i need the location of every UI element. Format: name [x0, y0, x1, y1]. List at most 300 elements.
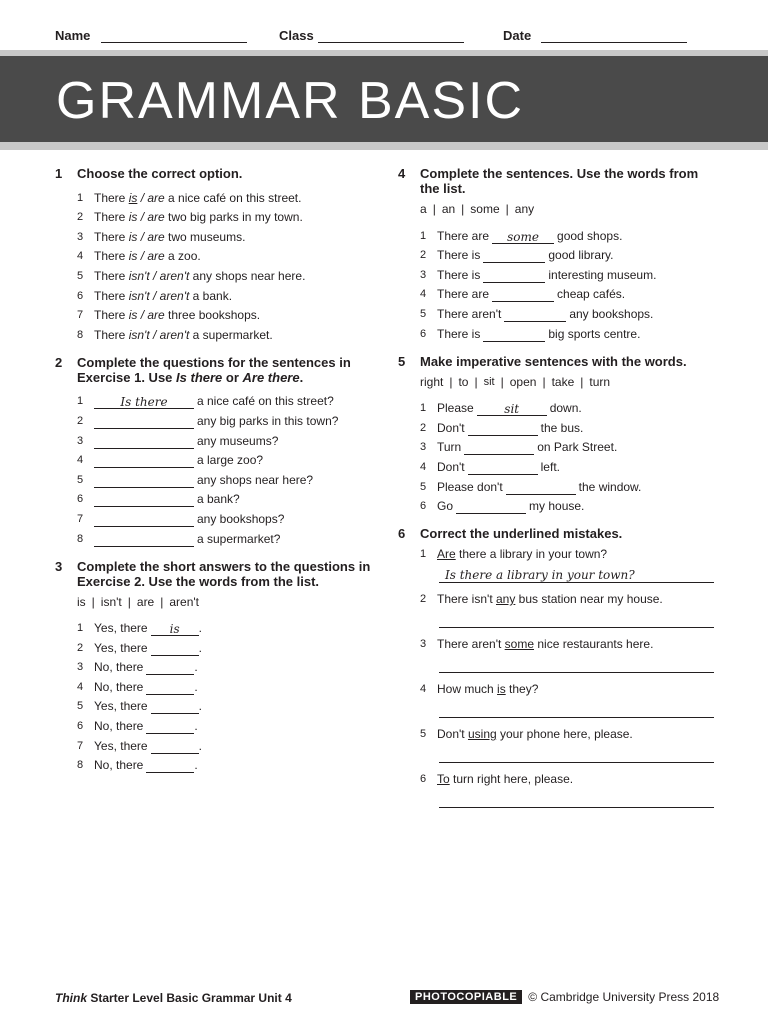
name-line[interactable]: [101, 42, 247, 43]
page-title: GRAMMAR BASIC: [56, 72, 525, 130]
word-list-item: aren't: [169, 594, 200, 609]
sentence-text: [437, 636, 653, 652]
exercise-number: 6: [398, 526, 406, 542]
exercise-instruction: [77, 355, 375, 385]
underlined-mistake: using: [467, 727, 497, 742]
item-number: 2: [420, 593, 427, 606]
sentence-part: There isn't: [437, 592, 496, 607]
item-number: 1: [420, 548, 427, 561]
list-item: [77, 527, 375, 547]
sentence-part: There is: [437, 248, 481, 263]
answer-blank[interactable]: [492, 287, 554, 302]
item-number: 8: [77, 532, 84, 545]
sentence-part: Go: [437, 499, 454, 514]
item-number: 4: [420, 460, 427, 473]
option-sentence[interactable]: [94, 190, 301, 206]
answer-blank[interactable]: [456, 499, 526, 514]
item-number: 6: [77, 289, 84, 302]
exercise-instruction: Complete the short answers to the questions in Exercise 2. Use the words from the list.: [77, 558, 371, 589]
exercise-4-items: [398, 224, 718, 342]
answer-blank[interactable]: [94, 434, 194, 449]
sentence-part: Don't: [437, 727, 468, 742]
item-number: 2: [420, 249, 427, 262]
item-number: 5: [420, 728, 427, 741]
answer-text: sit: [504, 402, 520, 417]
sentence-part: There: [94, 327, 129, 342]
sentence-part: Please: [437, 401, 474, 416]
answer-blank[interactable]: [483, 268, 545, 283]
word-list: [420, 201, 718, 217]
exercise-number: 1: [55, 166, 63, 181]
sentence-part: No, there: [94, 679, 144, 694]
exercise-number: 3: [55, 558, 63, 574]
sentence-part: Don't: [437, 459, 465, 474]
underlined-mistake: To: [437, 772, 450, 787]
list-item: [77, 754, 375, 774]
item-number: 4: [420, 288, 427, 301]
sentence-part: my house.: [529, 499, 585, 514]
item-number: 3: [420, 638, 427, 651]
sentence-part: cheap cafés.: [557, 287, 626, 302]
word-list: [77, 594, 375, 610]
list-item: [420, 475, 718, 495]
sentence-text: [437, 546, 607, 562]
answer-blank[interactable]: [94, 453, 194, 468]
word-separator: |: [500, 374, 504, 389]
option-b[interactable]: are: [147, 308, 165, 323]
sentence-part: .: [198, 738, 202, 753]
exercise-2-items: [55, 390, 375, 547]
sentence-part: No, there: [94, 719, 144, 734]
answer-blank[interactable]: [94, 512, 194, 527]
date-line[interactable]: [541, 42, 687, 43]
item-number: 5: [420, 480, 427, 493]
sentence-part: .: [194, 679, 198, 694]
sentence-part: a supermarket?: [197, 531, 281, 546]
word-list-item: to: [458, 374, 469, 389]
exercise-6-items: [398, 546, 718, 808]
list-item: [420, 397, 718, 417]
sentence-part: a supermarket.: [189, 327, 273, 342]
sentence-part: they?: [505, 682, 539, 697]
option-slash: /: [137, 210, 148, 225]
item-number: 2: [77, 414, 84, 427]
photocopiable-badge: PHOTOCOPIABLE: [410, 990, 522, 1004]
sentence-text: [437, 771, 573, 787]
item-number: 4: [77, 680, 84, 693]
item-number: 5: [77, 700, 84, 713]
list-item: [77, 675, 375, 695]
right-column: [398, 166, 718, 820]
option-sentence[interactable]: [94, 248, 201, 264]
correction-sentence: [420, 726, 718, 742]
sentence-part: any big parks in this town?: [197, 413, 339, 428]
list-item: [77, 656, 375, 676]
word-list-item: is: [77, 594, 86, 609]
answer-blank[interactable]: [468, 460, 538, 475]
instruction-italic: Are there: [242, 369, 300, 385]
sentence-part: a large zoo?: [197, 453, 264, 468]
list-item: [420, 263, 718, 283]
sentence-part: There: [94, 249, 129, 264]
sentence-part: a bank.: [189, 288, 233, 303]
option-b[interactable]: are: [147, 190, 165, 205]
item-number: 5: [77, 473, 84, 486]
sentence-part: good library.: [548, 248, 614, 263]
exercise-instruction: Complete the sentences. Use the words from the list.: [420, 166, 699, 196]
sentence-part: There: [94, 210, 129, 225]
answer-blank[interactable]: [483, 327, 545, 342]
exercise-4-heading: [398, 166, 718, 196]
answer-blank[interactable]: [94, 532, 194, 547]
list-item: [77, 284, 375, 304]
option-b[interactable]: aren't: [159, 288, 190, 303]
option-sentence[interactable]: [94, 229, 245, 245]
sentence-part: a bank?: [197, 492, 240, 507]
underlined-mistake: any: [495, 592, 516, 607]
sentence-part: .: [194, 719, 198, 734]
answer-blank[interactable]: [477, 401, 547, 416]
item-number: 3: [77, 661, 84, 674]
sentence-part: There aren't: [437, 637, 505, 652]
item-number: 5: [420, 307, 427, 320]
answer-text: Is there: [120, 395, 168, 410]
sentence-part: the window.: [578, 479, 642, 494]
sentence-part: .: [198, 699, 202, 714]
sentence-part: There: [94, 288, 129, 303]
exercise-6: [398, 526, 718, 808]
word-list-item: sit: [483, 375, 495, 388]
sentence-part: any shops near here?: [197, 472, 314, 487]
list-item: [77, 323, 375, 343]
answer-text: some: [507, 229, 539, 244]
answer-blank[interactable]: [151, 739, 199, 754]
sentence-part: on Park Street.: [537, 440, 618, 455]
answer-blank[interactable]: [146, 660, 194, 675]
correction-item: [420, 546, 718, 583]
sentence-part: There aren't: [437, 306, 502, 321]
exercise-6-heading: [398, 526, 718, 541]
sentence-part: There are: [437, 228, 490, 243]
item-number: 1: [77, 191, 84, 204]
answer-blank[interactable]: [506, 480, 576, 495]
option-slash: /: [149, 288, 160, 303]
exercise-2-heading: [55, 355, 375, 385]
word-list-item: open: [509, 374, 537, 389]
exercise-number: 2: [55, 354, 63, 370]
item-number: 6: [77, 493, 84, 506]
footer-unit-text: Starter Level Basic Grammar Unit 4: [87, 991, 292, 1005]
exercise-3-heading: [55, 559, 375, 589]
sentence-part: a nice café on this street.: [164, 190, 302, 205]
item-number: 2: [77, 211, 84, 224]
option-a[interactable]: is: [128, 308, 138, 323]
sentence-part: good shops.: [557, 228, 623, 243]
sentence-part: a zoo.: [164, 249, 201, 264]
exercise-5-items: [398, 397, 718, 515]
option-slash: /: [137, 190, 148, 205]
list-item: [77, 714, 375, 734]
option-a[interactable]: is: [128, 229, 138, 244]
item-number: 2: [420, 421, 427, 434]
correction-item: [420, 636, 718, 673]
item-number: 6: [77, 720, 84, 733]
exercise-instruction: Correct the underlined mistakes.: [420, 526, 623, 542]
sentence-part: Yes, there: [94, 621, 148, 636]
answer-line[interactable]: [439, 562, 714, 583]
answer-blank[interactable]: [94, 394, 194, 409]
list-item: [420, 283, 718, 303]
sentence-part: any museums?: [197, 433, 279, 448]
exercise-1-items: [55, 186, 375, 343]
answer-text: is: [169, 622, 180, 637]
exercise-instruction: Make imperative sentences with the words.: [420, 353, 687, 369]
answer-blank[interactable]: [94, 473, 194, 488]
word-list-item: are: [136, 594, 155, 609]
list-item: [77, 264, 375, 284]
sentence-text: [437, 681, 538, 697]
item-number: 3: [420, 441, 427, 454]
option-a[interactable]: is: [128, 210, 138, 225]
answer-blank[interactable]: [468, 421, 538, 436]
exercise-3-items: [55, 617, 375, 774]
sentence-part: There are: [437, 287, 490, 302]
word-list-item: some: [470, 202, 500, 216]
sentence-part: .: [194, 660, 198, 675]
student-info-fields: [55, 28, 715, 48]
sentence-part: your phone here, please.: [496, 727, 633, 742]
list-item: [77, 429, 375, 449]
sentence-part: There: [94, 229, 129, 244]
item-number: 7: [77, 309, 84, 322]
list-item: [77, 304, 375, 324]
word-separator: |: [432, 202, 436, 216]
correction-sentence: [420, 636, 718, 652]
option-b[interactable]: are: [147, 210, 165, 225]
option-b[interactable]: aren't: [159, 268, 190, 283]
list-item: [420, 416, 718, 436]
option-sentence[interactable]: [94, 307, 260, 323]
sentence-text: [437, 726, 633, 742]
exercise-4: [398, 166, 718, 342]
word-list-item: right: [420, 374, 444, 389]
answer-line[interactable]: [439, 607, 714, 628]
answer-blank[interactable]: [146, 719, 194, 734]
item-number: 3: [77, 230, 84, 243]
option-slash: /: [137, 308, 148, 323]
answer-blank[interactable]: [146, 758, 194, 773]
list-item: [77, 617, 375, 637]
sentence-part: Don't: [437, 420, 465, 435]
sentence-part: two big parks in my town.: [164, 210, 303, 225]
sentence-part: a nice café on this street?: [197, 394, 334, 409]
correction-item: [420, 591, 718, 628]
instruction-italic: Is there: [176, 369, 223, 385]
word-list-item: take: [551, 374, 575, 389]
item-number: 6: [420, 500, 427, 513]
option-slash: /: [137, 249, 148, 264]
word-list-item: a: [420, 202, 427, 216]
sentence-part: There is: [437, 326, 481, 341]
footer-think: Think: [55, 991, 87, 1005]
word-list-item: isn't: [100, 594, 122, 609]
list-item: [420, 322, 718, 342]
name-label: Name: [55, 28, 91, 43]
word-separator: |: [91, 594, 95, 609]
item-number: 5: [77, 269, 84, 282]
class-label: Class: [279, 28, 314, 43]
answer-blank[interactable]: [151, 641, 199, 656]
item-number: 3: [77, 434, 84, 447]
sentence-part: Yes, there: [94, 699, 148, 714]
option-sentence[interactable]: [94, 327, 273, 343]
option-slash: /: [149, 327, 160, 342]
underlined-mistake: some: [504, 637, 535, 652]
exercise-5-heading: [398, 354, 718, 369]
word-separator: |: [542, 374, 546, 389]
footer-unit-label: [55, 991, 292, 1005]
copyright-text: © Cambridge University Press 2018: [528, 990, 720, 1004]
sentence-part: .: [198, 640, 202, 655]
sentence-part: There: [94, 268, 129, 283]
list-item: [77, 390, 375, 410]
sentence-part: There is: [437, 267, 481, 282]
sentence-part: .: [194, 758, 198, 773]
answer-line[interactable]: [439, 742, 714, 763]
sentence-part: any bookshops.: [569, 306, 654, 321]
exercise-3: [55, 559, 375, 774]
answer-blank[interactable]: [151, 621, 199, 636]
item-number: 1: [77, 395, 84, 408]
word-separator: |: [461, 202, 465, 216]
option-a[interactable]: isn't: [128, 288, 150, 303]
list-item: [77, 225, 375, 245]
sentence-part: big sports centre.: [548, 326, 641, 341]
underlined-mistake: Are: [437, 547, 456, 562]
item-number: 1: [420, 402, 427, 415]
sentence-part: bus station near my house.: [515, 592, 663, 607]
item-number: 4: [420, 683, 427, 696]
class-line[interactable]: [318, 42, 464, 43]
sentence-part: any shops near here.: [189, 268, 306, 283]
sentence-part: No, there: [94, 758, 144, 773]
underlined-mistake: is: [497, 682, 506, 697]
answer-blank[interactable]: [151, 699, 199, 714]
list-item: [420, 224, 718, 244]
sentence-part: any bookshops?: [197, 511, 285, 526]
option-sentence[interactable]: [94, 288, 232, 304]
list-item: [77, 636, 375, 656]
exercise-number: 4: [398, 166, 406, 181]
word-list-item: an: [441, 202, 456, 216]
correction-sentence: [420, 591, 718, 607]
option-slash: /: [137, 229, 148, 244]
list-item: [77, 507, 375, 527]
item-number: 7: [77, 512, 84, 525]
sentence-text: [437, 591, 663, 607]
item-number: 6: [420, 327, 427, 340]
sentence-part: three bookshops.: [164, 308, 261, 323]
sentence-part: How much: [437, 682, 498, 697]
sentence-part: Please don't: [437, 479, 503, 494]
option-sentence[interactable]: [94, 268, 305, 284]
left-column: [55, 166, 375, 785]
word-separator: |: [505, 202, 509, 216]
list-item: [77, 409, 375, 429]
correction-sentence: [420, 771, 718, 787]
word-list-item: turn: [589, 374, 611, 389]
sentence-part: No, there: [94, 660, 144, 675]
exercise-number: 5: [398, 353, 406, 369]
exercise-1-heading: [55, 166, 375, 181]
item-number: 2: [77, 641, 84, 654]
sentence-part: Yes, there: [94, 640, 148, 655]
instruction-part: .: [299, 369, 304, 385]
option-slash: /: [149, 268, 160, 283]
instruction-part: or: [222, 369, 243, 385]
sentence-part: There: [94, 308, 129, 323]
option-a[interactable]: isn't: [128, 327, 150, 342]
word-separator: |: [127, 594, 131, 609]
answer-blank[interactable]: [483, 248, 545, 263]
correction-item: [420, 726, 718, 763]
answer-blank[interactable]: [94, 492, 194, 507]
answer-blank[interactable]: [504, 307, 566, 322]
item-number: 7: [77, 739, 84, 752]
answer-blank[interactable]: [464, 440, 534, 455]
item-number: 8: [77, 328, 84, 341]
option-sentence[interactable]: [94, 209, 303, 225]
answer-text: Is there a library in your town?: [445, 568, 635, 583]
sentence-part: interesting museum.: [548, 267, 657, 282]
option-a[interactable]: isn't: [128, 268, 150, 283]
list-item: [77, 695, 375, 715]
list-item: [420, 244, 718, 264]
list-item: [420, 436, 718, 456]
list-item: [77, 245, 375, 265]
item-number: 6: [420, 773, 427, 786]
answer-line[interactable]: [439, 787, 714, 808]
sentence-part: .: [198, 621, 202, 636]
footer-copyright: [410, 990, 719, 1004]
sentence-part: There: [94, 190, 129, 205]
word-list: [420, 374, 718, 390]
list-item: [420, 302, 718, 322]
option-a[interactable]: is: [128, 249, 138, 264]
answer-blank[interactable]: [146, 680, 194, 695]
correction-item: [420, 681, 718, 718]
word-separator: |: [449, 374, 453, 389]
list-item: [77, 734, 375, 754]
list-item: [77, 206, 375, 226]
list-item: [77, 488, 375, 508]
answer-blank[interactable]: [94, 414, 194, 429]
answer-line[interactable]: [439, 697, 714, 718]
list-item: [77, 449, 375, 469]
option-b[interactable]: are: [147, 249, 165, 264]
exercise-instruction: Choose the correct option.: [77, 166, 243, 181]
item-number: 4: [77, 454, 84, 467]
answer-blank[interactable]: [492, 229, 554, 244]
answer-line[interactable]: [439, 652, 714, 673]
option-b[interactable]: aren't: [159, 327, 190, 342]
option-b[interactable]: are: [147, 229, 165, 244]
option-a[interactable]: is: [128, 190, 138, 205]
title-banner: [0, 50, 768, 150]
sentence-part: the bus.: [540, 420, 584, 435]
correction-sentence: [420, 681, 718, 697]
sentence-part: there a library in your town?: [455, 547, 608, 562]
